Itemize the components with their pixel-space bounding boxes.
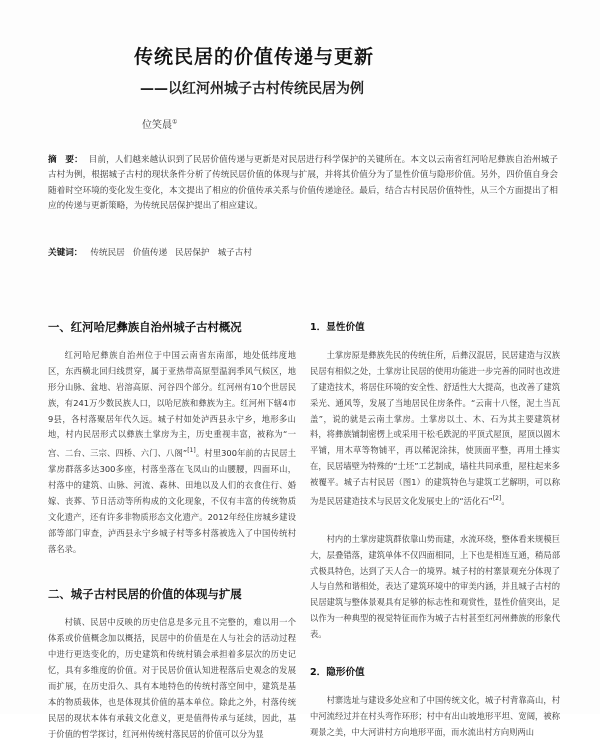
- section-1-paragraph: [48, 348, 296, 558]
- author: [142, 116, 177, 131]
- keyword: 城子古村: [217, 248, 252, 258]
- subsection-1-heading: 1．显性价值: [310, 322, 365, 333]
- keywords-label: 关键词：: [48, 248, 83, 258]
- subsection-2-paragraph: 村寨选址与建设多处应和了中国传统文化，城子村背靠高山，村中河流经过并在村头弯作环形；村中有出山坡地形平坦、宽阔，被称观景之美，中大河讲村方向地形平面，而水流出村方向则两山: [310, 694, 560, 737]
- left-column: [48, 320, 296, 751]
- paragraph-text: 。村里300年前的古民居土掌房群落多达300多座，村落坐落在飞凤山的山腰腰，四面环山，村落中的建筑、山脉、河流、森林、田地以及人们的衣食住行、婚嫁、丧葬、节日活动等所构成的文化现象，不仅有丰富的传统物质文化遗产，还有许多非物质形态文化遗产。2012年经住房城乡建设部等部门审查，泸西县永宁乡城子村等多村落被选入了中国传统村落名录。: [48, 448, 296, 554]
- section-2-paragraph: 村镇、民居中反映的历史信息是多元且不完整的，难以用一个体系或价值概念加以概括，民居中的价值是在人与社会的活动过程中进行更迭变化的，历史建筑和传统村镇会承担着多层次的历史记忆，具有多维度的价值。对于民居价值认知进程落后史观念的发展而扩展，在历史沿久、具有本地特色的传统村落空间中，建筑是基本的物质载体，也是体现其价值的基本单位。除此之外，村落传统民居的现状本体有承载文化意义，更是值得传承与延续，因此，基于价值的哲学探讨，红河州传统村落民居的价值可以分为显: [48, 617, 296, 739]
- paragraph-text: 红河哈尼彝族自治州位于中国云南省东南部，地处低纬度地区，东西横北回归线贯穿，属于亚热带高原型温润季风气候区，地形分山脉、盆地、岩溶高原、河谷四个部分。红河州有10个世居民族，有241万少数民族人口，以哈尼族和彝族为主。红河州下辖4市9县，各村落聚居年代久远。城子村如处泸西县永宁乡，地形多山地，村内民居形式以彝族土掌房为主，历史重视丰富，被称为“一宫、二台、三宗、四桥、六门、八阁”: [48, 349, 296, 459]
- author-footnote-mark: ①: [172, 118, 178, 126]
- keyword: 民居保护: [175, 248, 210, 258]
- paper-subtitle: ——以红河州城子古村传统民居为例: [140, 81, 364, 97]
- subsection-1-paragraph: [310, 348, 560, 510]
- abstract-label: 摘 要：: [48, 155, 83, 165]
- spacer: [310, 651, 560, 665]
- right-column: [310, 320, 560, 749]
- spacer: [310, 518, 560, 532]
- subsection-1-paragraph-2: 村内的土掌房建筑群依靠山势而建，水流环绕，整体看来规模巨大，层叠错落，建筑单体不仅四面相同，上下也是相连互通，稍局部式极具特色，达到了天人合一的境界。城子村的村寨景观充分体现了人与自然和谐相处，表达了建筑环境中的审美内涵，并且城子古村的民居建筑与整体景观具有足够的标志性和观赏性，显性价值突出，足以作为一种典型的视觉特征而作为城子古村甚至红河州彝族的形象代表。: [310, 533, 560, 640]
- author-name: 位笑晨: [142, 120, 172, 131]
- abstract-text: 目前，人们越来越认识到了民居价值传递与更新是对民居进行科学保护的关键所在。本文以云南省红河哈尼彝族自治州城子古村为例，根据城子古村的现状条件分析了传统民居价值的体现与扩展，并将其价值分为了显性价值与隐形价值。另外，四价值自身会随着时空环境的变化发生变化，本文提出了相应的价值传承关系与价值传递途径。最后，结合古村民居价值特性，从三个方面提出了相应的传递与更新策略，为传统民居保护提出了相应建议。: [48, 155, 558, 212]
- paper-title: 传统民居的价值传递与更新: [134, 46, 375, 68]
- citation: [1]: [187, 447, 196, 455]
- keyword: 传统民居: [90, 248, 125, 258]
- section-1-heading: 一、红河哈尼彝族自治州城子古村概况: [48, 320, 242, 334]
- paragraph-text: 。: [501, 495, 510, 506]
- paragraph-text: 土掌房原是彝族先民的传统住所，后彝汉混居，民居建造与汉族民居有相似之处，土掌房让民居的使用功能进一步完善的同时也改进了建造技术，将居住环境的安全性、舒适性大大提高，也改善了建筑采光、通风等，发展了当地居民住房条件。“云南十八怪，泥土当瓦盖”，说的就是云南土掌房。土掌房以土、木、石为其主要建筑材料，将彝族铺制密楞上或采用干松毛跌泥的平顶式屋顶，屋顶以圆木平铺，用木草等物铺平，再以稀泥涂抹，使顶面平整，再用土捶实在，民居墙壁为特殊的“土坯”工艺制成，墙柱共同承重，屋柱起来多被覆平。城子古村民居（图1）的建筑特色与建筑工艺解明，可以称为是民居建造技术与民居文化发展史上的“活化石”: [310, 349, 560, 506]
- abstract: [48, 153, 558, 215]
- keywords: [48, 246, 558, 258]
- subsection-2-heading: 2．隐形价值: [310, 667, 365, 679]
- citation: [2]: [492, 495, 502, 503]
- section-2-heading: 二、城子古村民居的价值的体现与扩展: [48, 587, 242, 602]
- keyword: 价值传递: [132, 248, 168, 258]
- spacer: [48, 565, 296, 587]
